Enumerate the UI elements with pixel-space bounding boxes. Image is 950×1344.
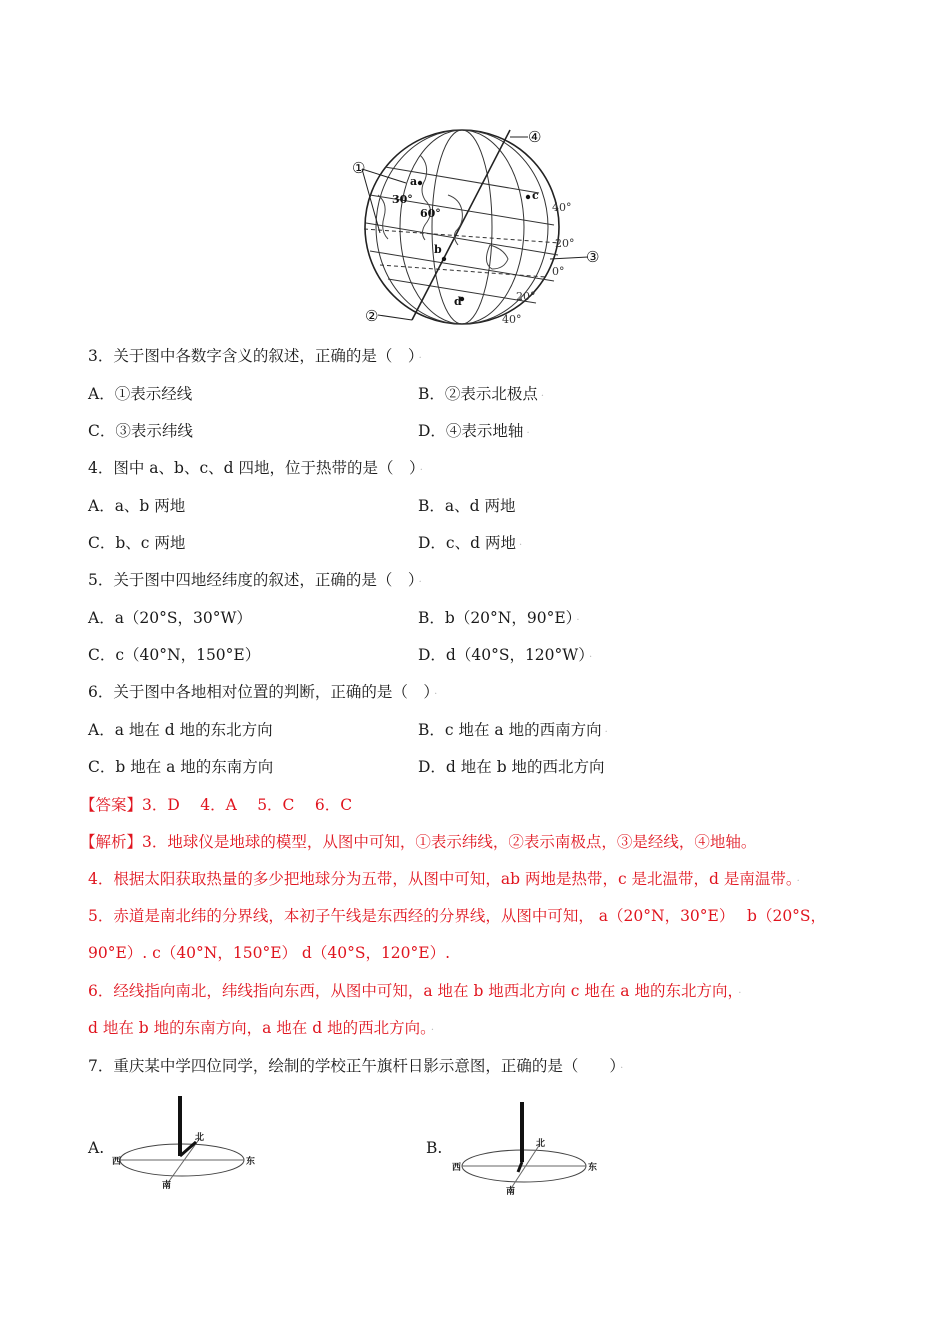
east-label: 东: [246, 1157, 256, 1167]
parallel: [366, 223, 558, 255]
analysis-line-1: 【解析】3．地球仪是地球的模型，从图中可知，①表示纬线，②表示南极点，③是经线，④地轴。: [80, 833, 757, 851]
marker2-leader: [378, 315, 412, 320]
q4-stem: 4．图中 a、b、c、d 四地，位于热带的是（ ） ·: [88, 459, 423, 477]
q3-option-c: C．③表示纬线: [88, 422, 193, 440]
flagpole: [520, 1102, 524, 1162]
q6-stem: 6．关于图中各地相对位置的判断，正确的是（ ） ·: [88, 683, 438, 701]
q7-stem: 7．重庆某中学四位同学，绘制的学校正午旗杆日影示意图，正确的是（ ） ·: [88, 1057, 624, 1075]
q5-option-c: C．c（40°N，150°E）: [88, 646, 261, 664]
analysis-line-5: 6．经线指向南北，纬线指向东西，从图中可知，a 地在 b 地西北方向 c 地在 a 地的东北方向， ·: [88, 982, 742, 1000]
q5-option-b: B．b（20°N，90°E） ·: [418, 609, 580, 627]
point-a-dot: [418, 181, 422, 185]
lat20s-label: 20°: [516, 290, 536, 303]
q6-option-d: D．d 地在 b 地的西北方向: [418, 758, 605, 776]
point-c-dot: [526, 195, 530, 199]
q5-stem: 5．关于图中四地经纬度的叙述，正确的是（ ） ·: [88, 571, 422, 589]
lat40s-label: 40°: [502, 313, 522, 326]
marker3-leader: [550, 257, 588, 259]
q6-option-a: A．a 地在 d 地的东北方向: [88, 721, 273, 739]
analysis-line-6: d 地在 b 地的东南方向，a 地在 d 地的西北方向。 ·: [88, 1019, 435, 1037]
q7-option-a-label: A.: [88, 1139, 105, 1157]
q7-option-b-label: B.: [426, 1139, 443, 1157]
earth-axis: [412, 130, 510, 320]
marker3-label: ③: [586, 248, 600, 266]
lat40n-label: 40°: [552, 201, 572, 214]
q3-option-a: A．①表示经线: [88, 385, 193, 403]
marker4-label: ④: [528, 128, 542, 146]
shadow: [518, 1162, 522, 1172]
tropic-line: [364, 229, 560, 243]
point-c-label: c: [532, 189, 539, 202]
q6-option-c: C．b 地在 a 地的东南方向: [88, 758, 274, 776]
west-label: 西: [112, 1157, 122, 1167]
answer-line: 【答案】3．D 4．A 5．C 6．C: [80, 796, 353, 814]
north-label: 北: [536, 1139, 546, 1149]
point-b-label: b: [434, 243, 442, 256]
meridian: [400, 130, 524, 324]
analysis-line-2: 4．根据太阳获取热量的多少把地球分为五带，从图中可知，ab 两地是热带，c 是北温带，d 是南温带。 ·: [88, 870, 800, 888]
point-a-label: a: [410, 175, 418, 188]
west-label: 西: [452, 1163, 462, 1173]
flagpole-diagram-a: [112, 1092, 262, 1192]
q5-option-d: D．d（40°S，120°W） ·: [418, 646, 593, 664]
q4-option-a: A．a、b 两地: [88, 497, 186, 515]
lat0-label: 0°: [552, 265, 565, 278]
q4-option-d: D．c、d 两地 ·: [418, 534, 523, 552]
q4-option-c: C．b、c 两地: [88, 534, 186, 552]
flagpole-diagram-b: [452, 1100, 602, 1200]
east-label: 东: [588, 1163, 598, 1173]
q4-option-b: B．a、d 两地: [418, 497, 516, 515]
analysis-line-3: 5．赤道是南北纬的分界线，本初子午线是东西经的分界线，从图中可知， a（20°N，30°E） b（20°S，: [88, 907, 827, 925]
point-b-dot: [442, 257, 446, 261]
q6-option-b: B．c 地在 a 地的西南方向 ·: [418, 721, 608, 739]
marker1-label: ①: [352, 159, 366, 177]
flagpole: [178, 1096, 182, 1156]
deg30-label: 30°: [392, 193, 413, 206]
globe-figure: [340, 125, 610, 330]
deg60-label: 60°: [420, 207, 441, 220]
marker2-label: ②: [365, 307, 379, 325]
q3-option-d: D．④表示地轴 ·: [418, 422, 530, 440]
q5-option-a: A．a（20°S，30°W）: [88, 609, 252, 627]
south-label: 南: [162, 1181, 172, 1191]
continent-shape: [420, 155, 431, 240]
north-label: 北: [195, 1133, 205, 1143]
south-label: 南: [506, 1187, 516, 1197]
analysis-line-4: 90°E）. c（40°N，150°E） d（40°S，120°E）.: [88, 944, 451, 962]
point-d-label: d: [454, 295, 462, 308]
q3-option-b: B．②表示北极点 ·: [418, 385, 545, 403]
marker1-leader: [362, 169, 406, 183]
q3-stem: 3．关于图中各数字含义的叙述，正确的是（ ） ·: [88, 347, 422, 365]
lat20n-label: 20°: [555, 237, 575, 250]
tropic-line: [380, 265, 546, 277]
